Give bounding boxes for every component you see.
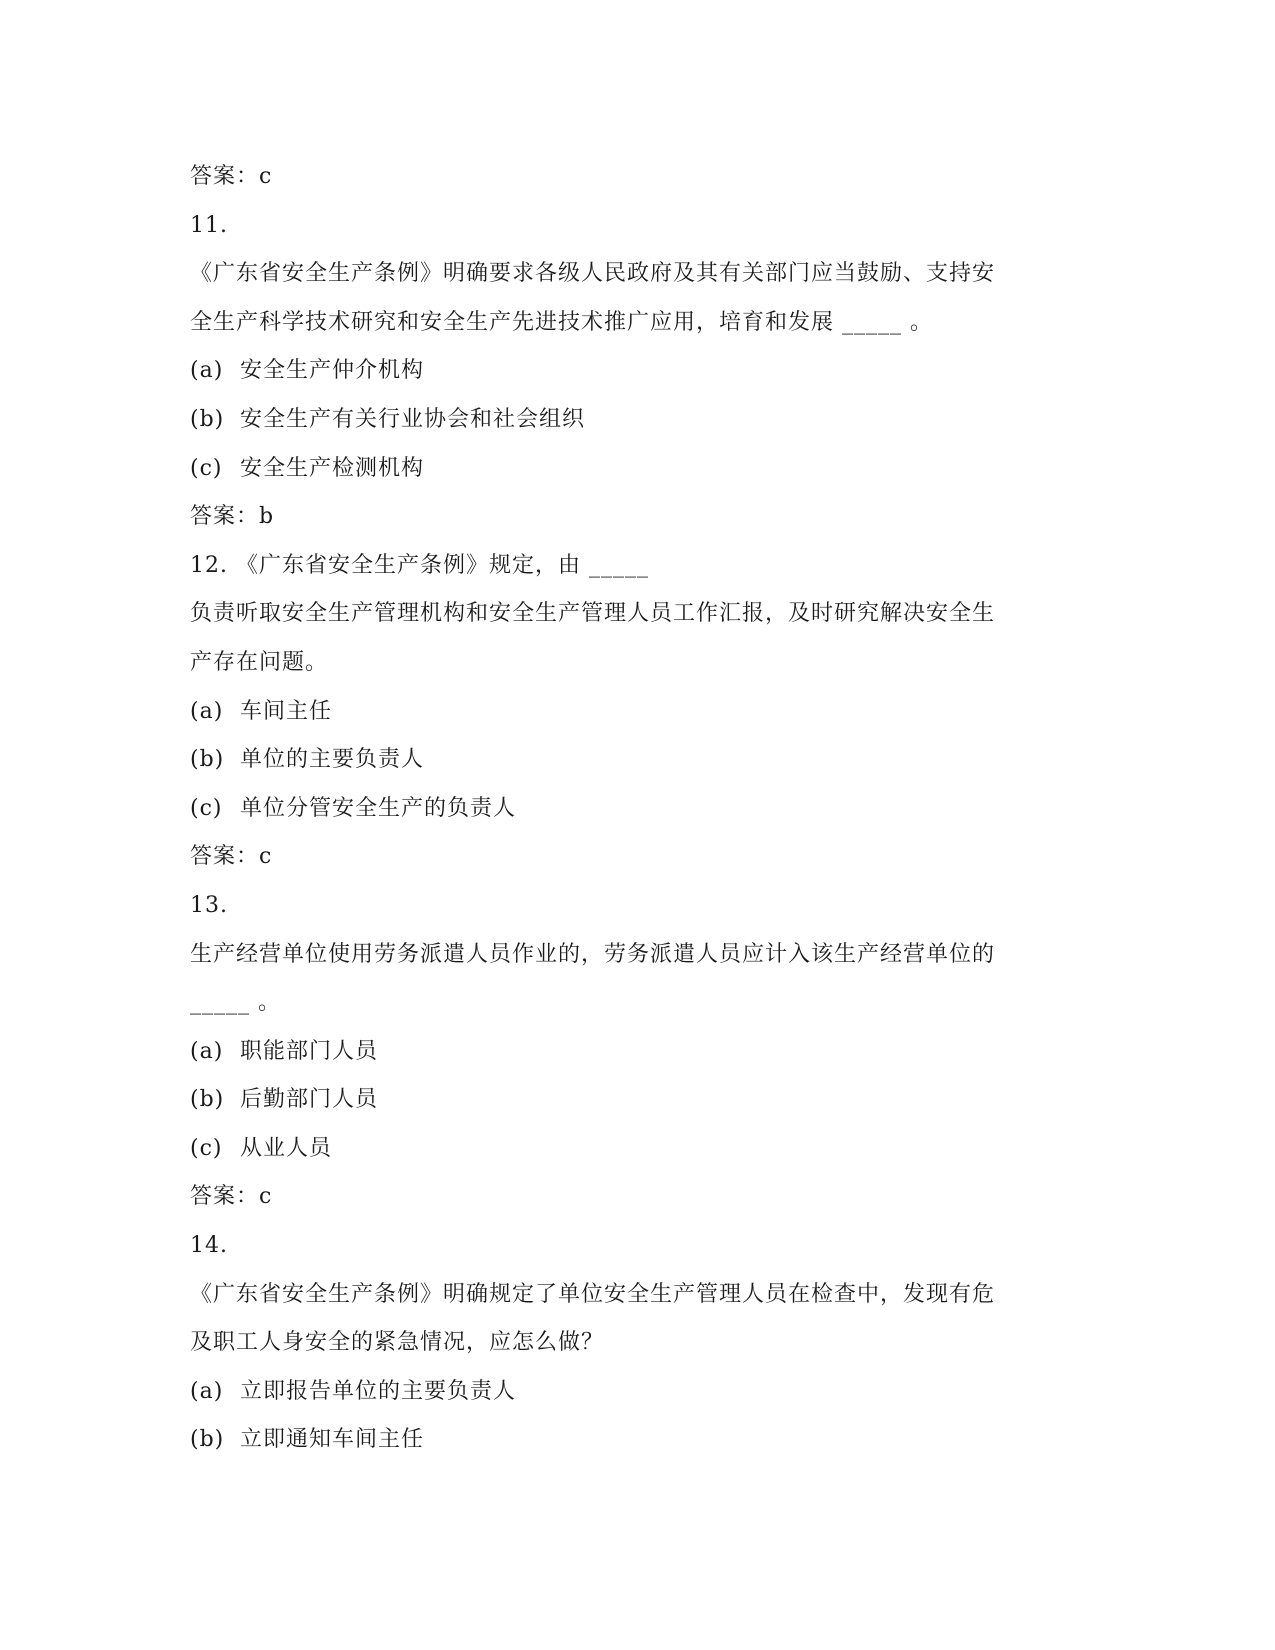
question-stem: _____ 。 — [190, 990, 281, 1016]
option-text: 立即报告单位的主要负责人 — [240, 1378, 517, 1404]
option-text: 职能部门人员 — [240, 1038, 379, 1064]
question-stem: 产存在问题。 — [190, 649, 329, 675]
answer-line: 答案：b — [190, 504, 275, 530]
option-label: (b) — [190, 1427, 225, 1453]
option-a — [190, 347, 1070, 396]
answer-line: 答案：c — [190, 164, 273, 189]
option-b — [190, 736, 1070, 785]
option-text: 安全生产检测机构 — [240, 455, 425, 481]
answer-line: 答案：c — [190, 1184, 273, 1210]
option-text: 从业人员 — [240, 1135, 333, 1161]
option-text: 安全生产仲介机构 — [240, 358, 425, 384]
question-stem: 负责听取安全生产管理机构和安全生产管理人员工作汇报，及时研究解决安全生 — [190, 601, 996, 627]
option-text: 车间主任 — [240, 698, 333, 724]
option-label: (b) — [190, 1087, 225, 1113]
option-b — [190, 1076, 1070, 1125]
question-number: 13. — [190, 892, 228, 918]
option-a — [190, 688, 1070, 737]
question-stem: 生产经营单位使用劳务派遣人员作业的，劳务派遣人员应计入该生产经营单位的 — [190, 941, 996, 967]
question-stem: 12. 《广东省安全生产条例》规定，由 _____ — [190, 552, 649, 578]
option-label: (a) — [190, 358, 224, 384]
option-label: (b) — [190, 406, 225, 432]
option-text: 单位的主要负责人 — [240, 747, 425, 773]
option-c — [190, 785, 1070, 834]
document-page — [190, 153, 1070, 1465]
option-text: 安全生产有关行业协会和社会组织 — [240, 406, 586, 432]
option-b — [190, 396, 1070, 445]
option-label: (b) — [190, 747, 225, 773]
option-a — [190, 1028, 1070, 1077]
question-stem: 《广东省安全生产条例》明确要求各级人民政府及其有关部门应当鼓励、支持安 — [190, 261, 996, 287]
option-text: 单位分管安全生产的负责人 — [240, 795, 517, 821]
option-label: (c) — [190, 795, 223, 821]
option-a — [190, 1368, 1070, 1417]
option-label: (c) — [190, 455, 223, 481]
question-stem: 及职工人身安全的紧急情况，应怎么做？ — [190, 1330, 605, 1356]
option-text: 立即通知车间主任 — [240, 1427, 425, 1453]
option-label: (a) — [190, 698, 224, 724]
option-b — [190, 1416, 1070, 1465]
option-c — [190, 445, 1070, 494]
question-number: 11. — [190, 212, 228, 238]
question-stem: 全生产科学技术研究和安全生产先进技术推广应用，培育和发展 _____ 。 — [190, 309, 933, 335]
option-label: (a) — [190, 1038, 224, 1064]
answer-line: 答案：c — [190, 844, 273, 870]
option-c — [190, 1125, 1070, 1174]
option-label: (c) — [190, 1135, 223, 1161]
option-text: 后勤部门人员 — [240, 1087, 379, 1113]
question-stem: 《广东省安全生产条例》明确规定了单位安全生产管理人员在检查中，发现有危 — [190, 1281, 996, 1307]
option-label: (a) — [190, 1378, 224, 1404]
question-number: 14. — [190, 1233, 228, 1259]
